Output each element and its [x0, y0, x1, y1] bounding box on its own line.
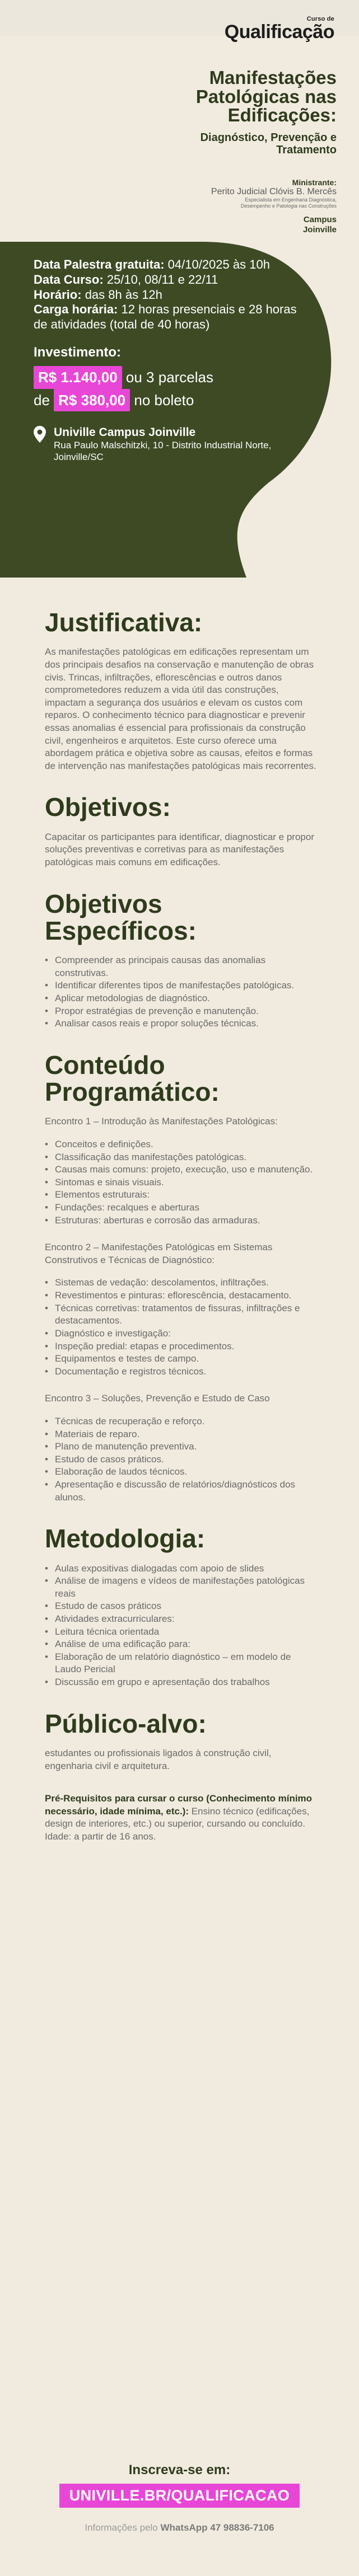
- location-address: Rua Paulo Malschitzki, 10 - Distrito Industrial Norte, Joinville/SC: [54, 439, 272, 463]
- section-title: Objetivos Específicos:: [45, 889, 197, 945]
- section-title: Público-alvo:: [45, 1709, 207, 1738]
- list-item: • Classificação das manifestações patológicas.: [45, 1151, 319, 1164]
- list-item: • Equipamentos e testes de campo.: [45, 1353, 319, 1366]
- info-palestra: [34, 257, 308, 273]
- list-item: • Estudo de casos práticos.: [45, 1453, 319, 1466]
- location-block: [34, 426, 308, 463]
- section-text: Capacitar os participantes para identificar, diagnosticar e propor soluções preventivas e corretivas para as manifestações patológicas mais comuns em edificações.: [45, 831, 314, 867]
- instructor-label: Ministrante:: [292, 178, 337, 187]
- section-title: Conteúdo Programático:: [45, 1050, 220, 1107]
- instructor-block: [101, 178, 337, 210]
- list-item: • Conceitos e definições.: [45, 1138, 319, 1151]
- info-label: Data Curso:: [34, 272, 104, 287]
- info-curso: [34, 273, 308, 288]
- campus-name: Joinville: [302, 225, 337, 234]
- encontro-3-list: [45, 1415, 319, 1504]
- content-column: [45, 609, 319, 1865]
- list-item: • Estudo de casos práticos: [45, 1600, 319, 1613]
- section-title: Justificativa:: [45, 608, 203, 637]
- prerequisites: [45, 1793, 319, 1843]
- cta-section: [0, 2462, 359, 2533]
- course-subtitle: Diagnóstico, Prevenção e Tratamento: [200, 131, 337, 156]
- location-text: [54, 426, 308, 463]
- list-item: • Analisar casos reais e propor soluções técnicas.: [45, 1017, 319, 1030]
- info-carga: [34, 302, 308, 332]
- contact-info: [0, 2522, 359, 2533]
- encontro-2-title: Encontro 2 – Manifestações Patológicas em Sistemas Construtivos e Técnicas de Diagnóstico:: [45, 1242, 273, 1265]
- price-row: [34, 366, 308, 411]
- list-item: • Sintomas e sinais visuais.: [45, 1176, 319, 1189]
- list-item: • Apresentação e discussão de relatórios/diagnósticos dos alunos.: [45, 1479, 319, 1504]
- list-item: • Plano de manutenção preventiva.: [45, 1441, 319, 1453]
- section-publico-alvo: [45, 1710, 319, 1843]
- course-info: [34, 257, 308, 332]
- prerequisites-label: Pré-Requisitos para cursar o curso (Conhecimento mínimo necessário, idade mínima, etc.):: [45, 1793, 313, 1817]
- list-item: • Sistemas de vedação: descolamentos, infiltrações.: [45, 1277, 319, 1289]
- info-value: 04/10/2025 às 10h: [167, 257, 270, 271]
- list-item: • Propor estratégias de prevenção e manutenção.: [45, 1005, 319, 1018]
- list-item: • Estruturas: aberturas e corrosão das armaduras.: [45, 1214, 319, 1227]
- encontro-1-title: Encontro 1 – Introdução às Manifestações Patológicas:: [45, 1116, 278, 1127]
- info-horario: [34, 288, 308, 303]
- list-item: • Materiais de reparo.: [45, 1428, 319, 1441]
- price-suffix-text: no boleto: [134, 391, 194, 409]
- list-item: • Análise de imagens e vídeos de manifestações patológicas reais: [45, 1575, 319, 1600]
- course-logo: [225, 16, 334, 43]
- logo-big-text: Qualificação: [224, 21, 334, 43]
- list-item: • Diagnóstico e investigação:: [45, 1327, 319, 1340]
- list-item: • Aulas expositivas dialogadas com apoio de slides: [45, 1563, 319, 1575]
- hero-title-block: [157, 68, 337, 156]
- info-value: das 8h às 12h: [85, 287, 162, 302]
- section-objetivos: [45, 794, 319, 869]
- section-title: Objetivos:: [45, 792, 171, 822]
- instructor-desc-2: Desempenho e Patologia nas Construções: [240, 203, 337, 209]
- section-title: Metodologia:: [45, 1524, 206, 1554]
- location-pin-icon: [34, 426, 46, 443]
- list-item: • Discussão em grupo e apresentação dos trabalhos: [45, 1676, 319, 1689]
- register-link-button[interactable]: UNIVILLE.BR/QUALIFICACAO: [59, 2484, 300, 2508]
- campus-label: Campus: [303, 215, 337, 224]
- price-or-text: ou 3 parcelas: [125, 369, 214, 386]
- section-text: As manifestações patológicas em edificações representam um dos principais desafios na conservação e manutenção de obras civis. Trincas, infiltrações, eflorescências e outros danos comprometedores reduzem a vida útil das construções, impactam a segurança dos usuários e elevam os custos com reparos. O conhecimento técnico para diagnosticar e prevenir essas anomalias é essencial para profissionais da construção civil, engenheiros e arquitetos. Este curso oferece uma abordagem prática e objetiva sobre as causas, efeitos e formas de intervenção nas manifestações patológicas mais recorrentes.: [45, 646, 316, 771]
- investment-label: Investimento:: [34, 345, 122, 360]
- price-installment-badge: R$ 380,00: [54, 389, 130, 411]
- list-item: • Identificar diferentes tipos de manifestações patológicas.: [45, 979, 319, 992]
- instructor-name: Perito Judicial Clóvis B. Mercês: [211, 187, 337, 196]
- bullet-list: [45, 1563, 319, 1689]
- info-label: Horário:: [34, 287, 82, 302]
- price-full-badge: R$ 1.140,00: [34, 366, 122, 388]
- location-name: Univille Campus Joinville: [54, 425, 196, 439]
- bullet-list: [45, 954, 319, 1030]
- instructor-desc-1: Especialista em Engenharia Diagnóstica,: [245, 197, 337, 203]
- section-conteudo: [45, 1052, 319, 1504]
- section-text: estudantes ou profissionais ligados à construção civil, engenharia civil e arquitetura.: [45, 1747, 272, 1771]
- encontro-1-list: [45, 1138, 319, 1227]
- list-item: • Leitura técnica orientada: [45, 1626, 319, 1639]
- list-item: • Fundações: recalques e aberturas: [45, 1202, 319, 1214]
- list-item: • Elementos estruturais:: [45, 1189, 319, 1202]
- list-item: • Atividades extracurriculares:: [45, 1613, 319, 1626]
- list-item: • Técnicas corretivas: tratamentos de fissuras, infiltrações e destacamentos.: [45, 1302, 319, 1327]
- info-value: 12 horas presenciais e 28 horas de atividades (total de 40 horas): [34, 302, 297, 332]
- list-item: • Elaboração de um relatório diagnóstico – em modelo de Laudo Pericial: [45, 1651, 319, 1676]
- list-item: • Revestimentos e pinturas: eflorescência, destacamento.: [45, 1289, 319, 1302]
- list-item: • Causas mais comuns: projeto, execução, uso e manutenção.: [45, 1163, 319, 1176]
- encontro-2-list: [45, 1277, 319, 1378]
- list-item: • Compreender as principais causas das anomalias construtivas.: [45, 954, 319, 979]
- info-value: 25/10, 08/11 e 22/11: [106, 272, 218, 287]
- info-label: Data Palestra gratuita:: [34, 257, 165, 271]
- list-item: • Aplicar metodologias de diagnóstico.: [45, 992, 319, 1005]
- list-item: • Elaboração de laudos técnicos.: [45, 1466, 319, 1479]
- hero-section: [0, 0, 359, 588]
- section-metodologia: [45, 1525, 319, 1688]
- logo-small-text: Curso de: [306, 16, 334, 22]
- encontro-3-title: Encontro 3 – Soluções, Prevenção e Estudo de Caso: [45, 1393, 270, 1404]
- list-item: • Inspeção predial: etapas e procedimentos.: [45, 1340, 319, 1353]
- course-title: Manifestações Patológicas nas Edificações:: [195, 67, 337, 126]
- section-objetivos-especificos: [45, 890, 319, 1030]
- info-panel: [34, 257, 308, 463]
- price-de-text: de: [34, 391, 50, 409]
- contact-prefix: Informações pelo: [85, 2522, 158, 2533]
- prerequisites-text: Ensino técnico (edificações, design de interiores, etc.) ou superior, cursando ou concluído. Idade: a partir de 16 anos.: [45, 1805, 310, 1842]
- whatsapp-number[interactable]: WhatsApp 47 98836-7106: [160, 2522, 274, 2533]
- list-item: • Técnicas de recuperação e reforço.: [45, 1415, 319, 1428]
- list-item: • Documentação e registros técnicos.: [45, 1366, 319, 1378]
- section-justificativa: [45, 609, 319, 772]
- info-label: Carga horária:: [34, 302, 118, 317]
- cta-label: Inscreva-se em:: [128, 2462, 231, 2478]
- list-item: • Análise de uma edificação para:: [45, 1638, 319, 1651]
